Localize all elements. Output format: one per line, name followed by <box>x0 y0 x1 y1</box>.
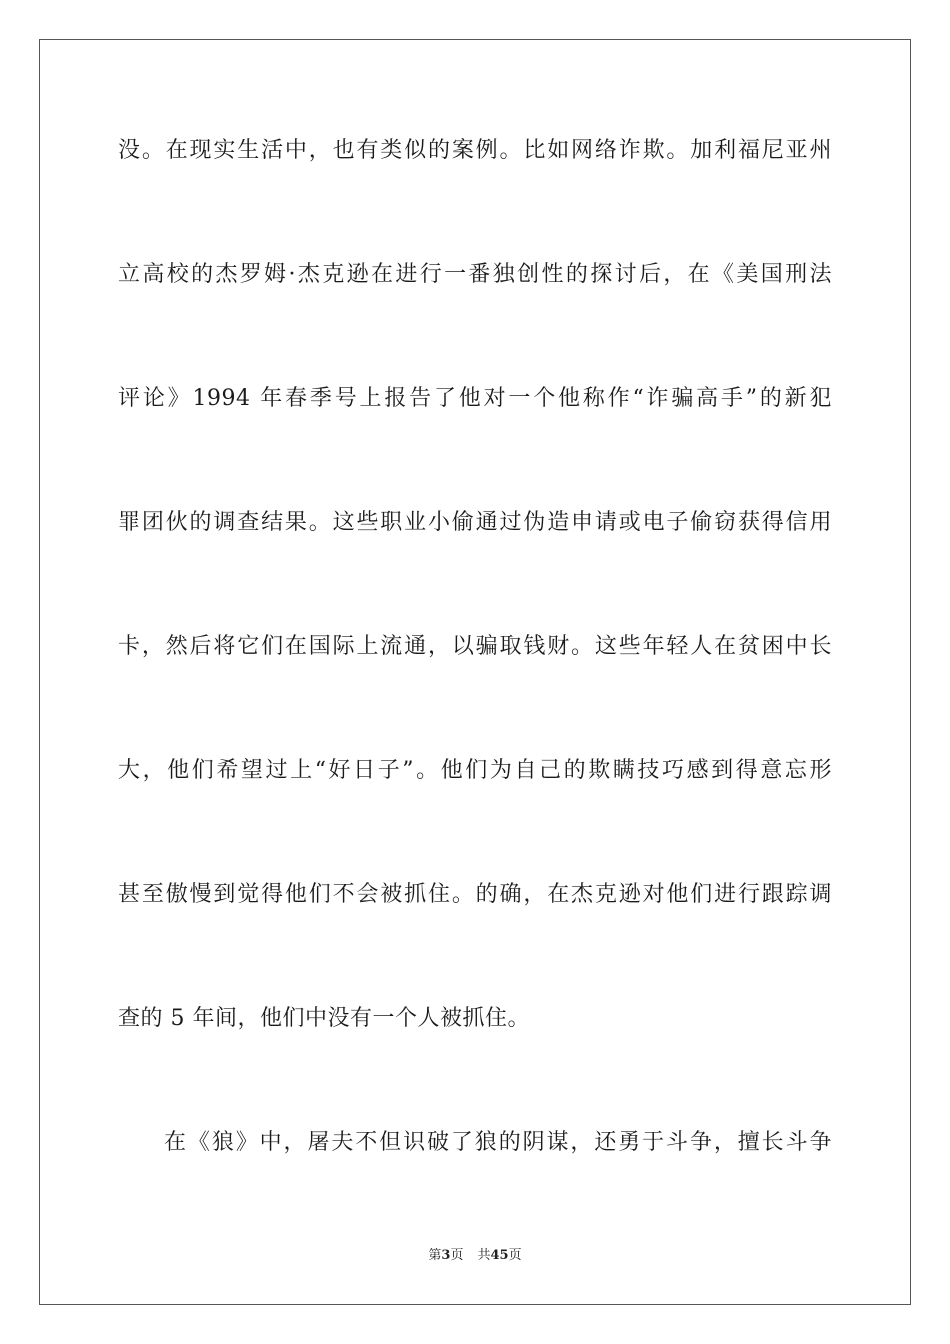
text-line-9-paragraph-start: 在《狼》中，屠夫不但识破了狼的阴谋，还勇于斗争，擅长斗争 <box>164 1130 832 1155</box>
text-line-8: 查的 5 年间，他们中没有一个人被抓住。 <box>118 1006 530 1031</box>
footer-page-number: 3 <box>441 1248 451 1263</box>
footer-total-pages: 45 <box>490 1248 509 1263</box>
text-line-4: 罪团伙的调查结果。这些职业小偷通过伪造申请或电子偷窃获得信用 <box>118 510 832 535</box>
footer-total-prefix: 共 <box>477 1248 491 1263</box>
text-line-1: 没。在现实生活中，也有类似的案例。比如网络诈欺。加利福尼亚州 <box>118 138 832 163</box>
text-line-7: 甚至傲慢到觉得他们不会被抓住。的确，在杰克逊对他们进行跟踪调 <box>118 882 832 907</box>
footer-page-prefix: 第 <box>428 1248 442 1263</box>
footer-page-suffix: 页 <box>450 1248 464 1263</box>
text-line-5: 卡，然后将它们在国际上流通，以骗取钱财。这些年轻人在贫困中长 <box>118 634 832 659</box>
text-line-2: 立高校的杰罗姆·杰克逊在进行一番独创性的探讨后，在《美国刑法 <box>118 262 832 287</box>
page-footer <box>0 1247 950 1265</box>
page-border <box>39 39 911 1305</box>
footer-total-suffix: 页 <box>508 1248 522 1263</box>
text-line-6: 大，他们希望过上“好日子”。他们为自己的欺瞒技巧感到得意忘形 <box>118 758 832 783</box>
text-line-3: 评论》1994 年春季号上报告了他对一个他称作“诈骗高手”的新犯 <box>118 386 832 411</box>
